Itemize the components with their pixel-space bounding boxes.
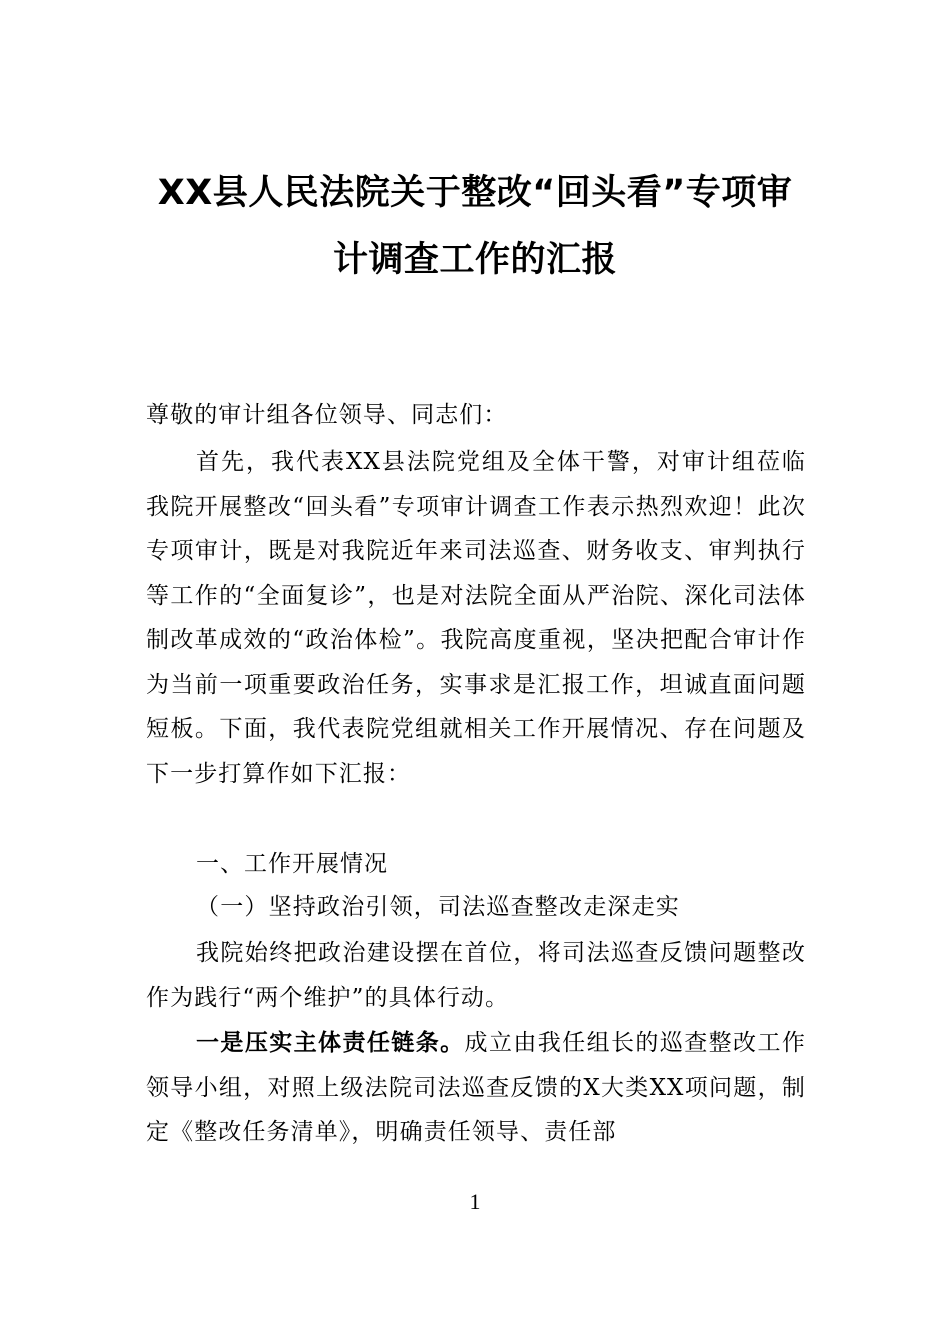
paragraph-responsibility — [146, 1021, 806, 1155]
document-title-line-1: XX县人民法院关于整改“回头看”专项审 — [157, 173, 793, 213]
paragraph-lead-bold: 一是压实主体责任链条。 — [196, 1030, 465, 1056]
subsection-heading-1: （一）坚持政治引领，司法巡查整改走深走实 — [196, 894, 680, 920]
paragraph-political-construction: 我院始终把政治建设摆在首位，将司法巡查反馈问题整改作为践行“两个维护”的具体行动。 — [146, 940, 806, 1011]
document-title-line-2: 计调查工作的汇报 — [332, 240, 617, 280]
paragraph-body: 成立由我任组长的巡查整改工作领导小组，对照上级法院司法巡查反馈的X大类XX项问题，制定《整改任务清单》，明确责任领导、责任部 — [146, 1030, 806, 1145]
page-number: 1 — [469, 1189, 481, 1214]
opening-paragraph: 首先，我代表XX县法院党组及全体干警，对审计组莅临我院开展整改“回头看”专项审计调查工作表示热烈欢迎！此次专项审计，既是对我院近年来司法巡查、财务收支、审判执行等工作的“全面复诊”，也是对法院全面从严治院、深化司法体制改革成效的“政治体检”。我院高度重视，坚决把配合审计作为当前一项重要政治任务，实事求是汇报工作，坦诚直面问题短板。下面，我代表院党组就相关工作开展情况、存在问题及下一步打算作如下汇报： — [146, 449, 806, 787]
section-heading-1: 一、工作开展情况 — [196, 851, 388, 877]
salutation: 尊敬的审计组各位领导、同志们： — [146, 402, 508, 428]
